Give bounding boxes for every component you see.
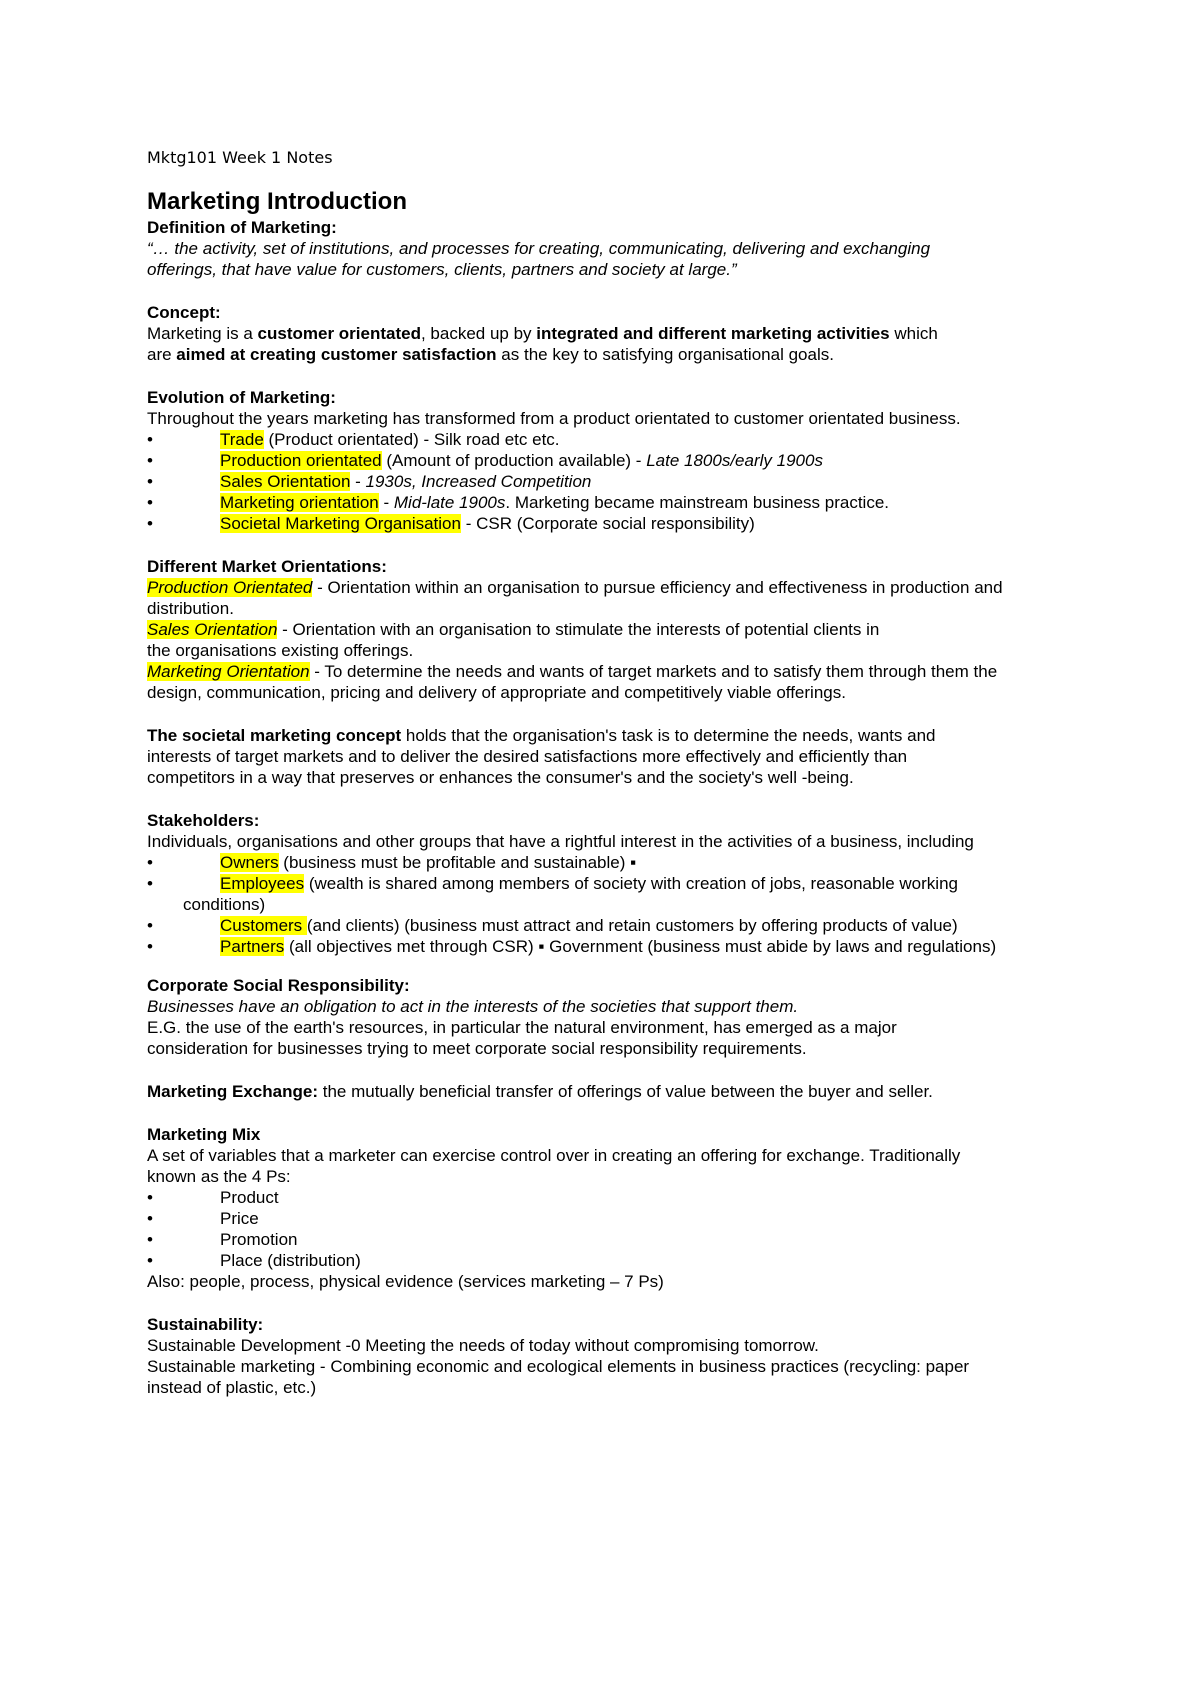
csr-section	[147, 975, 1077, 1059]
concept-bold: customer orientated	[257, 324, 421, 343]
list-item	[147, 936, 1077, 957]
list-item	[147, 915, 1077, 936]
concept-text: Marketing is a	[147, 324, 258, 343]
list-item	[147, 1208, 1077, 1229]
highlight-term: Owners	[220, 853, 279, 872]
definition-section	[147, 217, 1077, 280]
list-item	[147, 1250, 1077, 1271]
sustainability-line2: Sustainable marketing - Combining economic and ecological elements in business practices (recycling: paper	[147, 1357, 970, 1376]
concept-line1	[147, 323, 1077, 344]
item-text: holds that the organisation's task is to determine the needs, wants and	[401, 726, 936, 745]
societal-line3: competitors in a way that preserves or enhances the consumer's and the society's well -being.	[147, 768, 854, 787]
bullet: •	[147, 514, 153, 533]
item-text: (wealth is shared among members of society with creation of jobs, reasonable working	[304, 874, 958, 893]
list-item	[147, 513, 1077, 534]
stakeholders-section	[147, 810, 1077, 957]
bullet: •	[147, 937, 153, 956]
item-text: Product	[220, 1188, 279, 1207]
societal-bold: The societal marketing concept	[147, 726, 402, 745]
concept-text: , backed up by	[420, 324, 537, 343]
stakeholders-title: Stakeholders:	[147, 811, 260, 830]
sustainability-title: Sustainability:	[147, 1315, 264, 1334]
item-text: - CSR (Corporate social responsibility)	[460, 514, 755, 533]
marketing-line2: design, communication, pricing and delivery of appropriate and competitively viable offerings.	[147, 683, 846, 702]
production-line2: distribution.	[147, 599, 234, 618]
bullet: •	[147, 916, 153, 935]
mix-line2: known as the 4 Ps:	[147, 1167, 291, 1186]
exchange-section	[147, 1081, 1077, 1102]
item-text: - Orientation with an organisation to stimulate the interests of potential clients in	[277, 620, 880, 639]
item-text: (Amount of production available) -	[381, 451, 647, 470]
bullet: •	[147, 472, 153, 491]
orientations-title: Different Market Orientations:	[147, 557, 387, 576]
societal-line2: interests of target markets and to deliver the desired satisfactions more effectively and efficiently than	[147, 747, 908, 766]
bullet: •	[147, 1230, 153, 1249]
stakeholders-list	[147, 852, 1077, 957]
sustainability-section	[147, 1314, 1077, 1398]
item-text: - Orientation within an organisation to pursue efficiency and effectiveness in production and	[312, 578, 1003, 597]
bullet: •	[147, 1251, 153, 1270]
mix-section	[147, 1124, 1077, 1292]
societal-line1	[147, 725, 1077, 746]
production-line1	[147, 577, 1077, 598]
highlight-term: Trade	[220, 430, 264, 449]
definition-text-line1: “… the activity, set of institutions, and processes for creating, communicating, delivering and exchanging	[147, 239, 931, 258]
bullet: •	[147, 451, 153, 470]
mix-also: Also: people, process, physical evidence (services marketing – 7 Ps)	[147, 1272, 664, 1291]
concept-text: are	[147, 345, 177, 364]
list-item	[147, 429, 1077, 450]
item-text: -	[350, 472, 366, 491]
concept-section	[147, 302, 1077, 365]
concept-text: as the key to satisfying organisational goals.	[496, 345, 834, 364]
item-text: Place (distribution)	[220, 1251, 361, 1270]
list-item	[147, 852, 1077, 873]
bullet: •	[147, 430, 153, 449]
mix-list	[147, 1187, 1077, 1271]
highlight-term: Employees	[220, 874, 305, 893]
evolution-section	[147, 387, 1077, 534]
list-item	[147, 1229, 1077, 1250]
concept-title: Concept:	[147, 303, 221, 322]
item-text: . Marketing became mainstream business practice.	[505, 493, 889, 512]
item-text: Promotion	[220, 1230, 298, 1249]
stakeholders-intro: Individuals, organisations and other groups that have a rightful interest in the activities of a business, including	[147, 832, 974, 851]
document-body	[147, 147, 1077, 1398]
csr-line1: E.G. the use of the earth's resources, in particular the natural environment, has emerged as a major	[147, 1018, 897, 1037]
highlight-term: Marketing orientation	[220, 493, 379, 512]
bullet: •	[147, 1188, 153, 1207]
list-item	[147, 492, 1077, 513]
definition-text-line2: offerings, that have value for customers, clients, partners and society at large.”	[147, 260, 737, 279]
item-text: (all objectives met through CSR) ▪ Government (business must abide by laws and regulations)	[284, 937, 997, 956]
item-text: the mutually beneficial transfer of offerings of value between the buyer and seller.	[318, 1082, 933, 1101]
evolution-list	[147, 429, 1077, 534]
item-text: Price	[220, 1209, 259, 1228]
concept-line2	[147, 344, 1077, 365]
highlight-term: Production orientated	[220, 451, 382, 470]
sales-line2: the organisations existing offerings.	[147, 641, 414, 660]
sustainability-line3: instead of plastic, etc.)	[147, 1378, 317, 1397]
list-item	[147, 1187, 1077, 1208]
list-item	[147, 471, 1077, 492]
concept-bold: integrated and different marketing activities	[536, 324, 890, 343]
exchange-bold: Marketing Exchange:	[147, 1082, 318, 1101]
societal-section	[147, 725, 1077, 788]
highlight-term: Partners	[220, 937, 285, 956]
main-heading: Marketing Introduction	[147, 188, 407, 215]
document-title: Mktg101 Week 1 Notes	[147, 148, 333, 167]
definition-title: Definition of Marketing:	[147, 218, 337, 237]
sales-line1	[147, 619, 1077, 640]
item-italic: Mid-late 1900s	[393, 493, 506, 512]
item-text: (and clients) (business must attract and retain customers by offering products of value)	[306, 916, 958, 935]
item-italic: 1930s, Increased Competition	[365, 472, 592, 491]
orientations-section	[147, 556, 1077, 703]
item-continuation: conditions)	[183, 895, 266, 914]
csr-italic: Businesses have an obligation to act in the interests of the societies that support them.	[147, 997, 799, 1016]
bullet: •	[147, 874, 153, 893]
sustainability-line1: Sustainable Development -0 Meeting the needs of today without compromising tomorrow.	[147, 1336, 819, 1355]
item-text: (business must be profitable and sustainable) ▪	[278, 853, 637, 872]
bullet: •	[147, 853, 153, 872]
highlight-term: Production Orientated	[147, 578, 313, 597]
item-text: -	[378, 493, 394, 512]
item-text: - To determine the needs and wants of target markets and to satisfy them through them the	[309, 662, 998, 681]
exchange-line	[147, 1081, 1077, 1102]
list-item	[147, 450, 1077, 471]
concept-text: which	[889, 324, 938, 343]
bullet: •	[147, 1209, 153, 1228]
mix-line1: A set of variables that a marketer can exercise control over in creating an offering for exchange. Traditionally	[147, 1146, 961, 1165]
item-italic: Late 1800s/early 1900s	[646, 451, 823, 470]
highlight-term: Customers	[220, 916, 307, 935]
csr-line2: consideration for businesses trying to meet corporate social responsibility requirements.	[147, 1039, 807, 1058]
evolution-title: Evolution of Marketing:	[147, 388, 336, 407]
evolution-intro: Throughout the years marketing has transformed from a product orientated to customer orientated business.	[147, 409, 961, 428]
concept-bold: aimed at creating customer satisfaction	[176, 345, 497, 364]
item-text: (Product orientated) - Silk road etc etc.	[263, 430, 560, 449]
highlight-term: Sales Orientation	[220, 472, 351, 491]
highlight-term: Societal Marketing Organisation	[220, 514, 461, 533]
csr-title: Corporate Social Responsibility:	[147, 976, 410, 995]
list-item	[147, 873, 1077, 915]
bullet: •	[147, 493, 153, 512]
marketing-line1	[147, 661, 1077, 682]
mix-title: Marketing Mix	[147, 1125, 261, 1144]
highlight-term: Sales Orientation	[147, 620, 278, 639]
highlight-term: Marketing Orientation	[147, 662, 310, 681]
